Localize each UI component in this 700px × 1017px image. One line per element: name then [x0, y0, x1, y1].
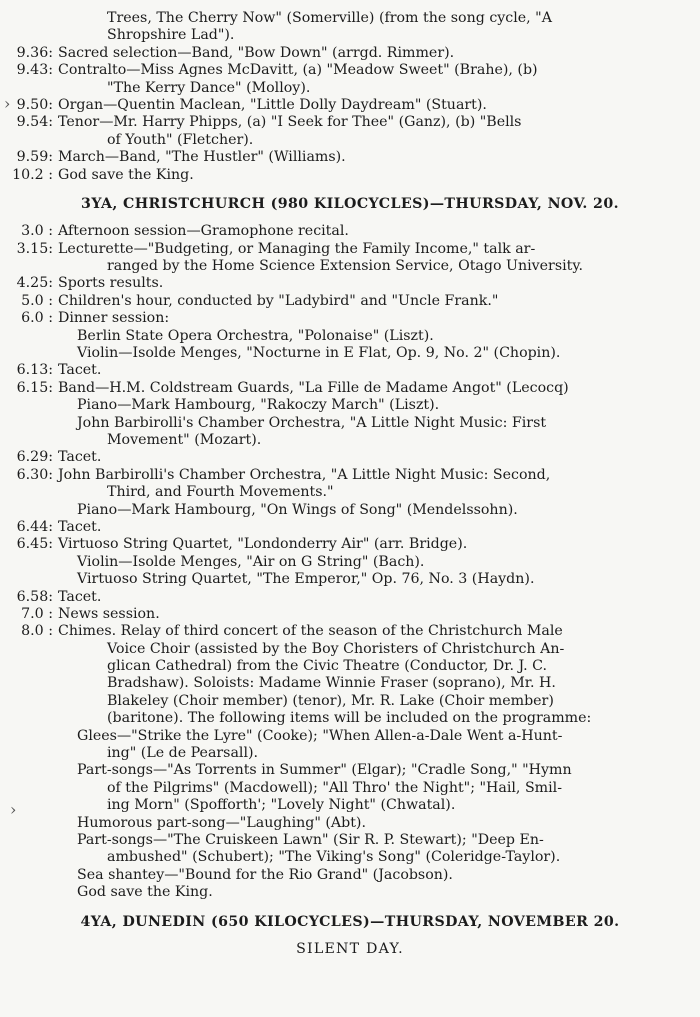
program-text: glican Cathedral) from the Civic Theatre (Conductor, Dr. J. C.	[107, 658, 547, 675]
program-text: Voice Choir (assisted by the Boy Choristers of Christchurch An-	[107, 640, 565, 657]
program-line	[0, 345, 700, 362]
time-label: 6.58:	[16, 588, 53, 605]
program-line	[0, 502, 700, 519]
program-text: Sea shantey—"Bound for the Rio Grand" (Jacobson).	[77, 866, 453, 883]
program-line	[0, 693, 700, 710]
program-line	[0, 132, 700, 149]
program-text: March—Band, "The Hustler" (Williams).	[58, 149, 346, 166]
program-text: Berlin State Opera Orchestra, "Polonaise" (Liszt).	[77, 327, 434, 344]
program-text: (baritone). The following items will be included on the programme:	[107, 710, 592, 727]
program-line	[0, 867, 700, 884]
heading-3ya: 3YA, CHRISTCHURCH (980 KILOCYCLES)—THURSDAY, NOV. 20.	[81, 195, 619, 212]
time-label: 6.15:	[16, 379, 53, 396]
program-line	[0, 10, 700, 27]
program-text: Part-songs—"As Torrents in Summer" (Elgar); "Cradle Song," "Hymn	[77, 762, 572, 779]
program-text: ranged by the Home Science Extension Service, Otago University.	[107, 258, 583, 275]
program-text: Sports results.	[58, 275, 164, 292]
program-text: John Barbirolli's Chamber Orchestra, "A Little Night Music: First	[77, 414, 547, 431]
program-text: God save the King.	[58, 166, 194, 183]
program-text: of Youth" (Fletcher).	[107, 131, 254, 148]
program-line	[0, 484, 700, 501]
time-label: 9.43:	[16, 62, 53, 79]
program-line	[0, 293, 700, 310]
program-line	[0, 45, 700, 62]
program-text: ing" (Le de Pearsall).	[107, 745, 259, 762]
program-line	[0, 606, 700, 623]
program-line	[0, 710, 700, 727]
program-text: Bradshaw). Soloists: Madame Winnie Fraser (soprano), Mr. H.	[107, 675, 556, 692]
program-text: Chimes. Relay of third concert of the season of the Christchurch Male	[58, 623, 563, 640]
program-text: God save the King.	[77, 884, 213, 901]
program-text: of the Pilgrims" (Macdowell); "All Thro' the Night"; "Hail, Smil-	[107, 779, 562, 796]
program-text: Tenor—Mr. Harry Phipps, (a) "I Seek for Thee" (Ganz), (b) "Bells	[58, 114, 522, 131]
program-text: Virtuoso String Quartet, "Londonderry Air" (arr. Bridge).	[58, 536, 468, 553]
program-text: Sacred selection—Band, "Bow Down" (arrgd. Rimmer).	[58, 44, 455, 61]
program-line	[0, 658, 700, 675]
program-line	[0, 223, 700, 240]
program-line	[0, 780, 700, 797]
program-text: John Barbirolli's Chamber Orchestra, "A Little Night Music: Second,	[58, 466, 551, 483]
program-text: Tacet.	[58, 518, 102, 535]
program-text: "The Kerry Dance" (Molloy).	[107, 79, 311, 96]
program-line	[0, 832, 700, 849]
program-text: Contralto—Miss Agnes McDavitt, (a) "Meadow Sweet" (Brahe), (b)	[58, 62, 538, 79]
program-text: Glees—"Strike the Lyre" (Cooke); "When Allen-a-Dale Went a-Hunt-	[77, 727, 563, 744]
time-label: 4.25:	[16, 275, 53, 292]
program-line	[0, 641, 700, 658]
program-text: Third, and Fourth Movements."	[107, 484, 334, 501]
program-text: Movement" (Mozart).	[107, 431, 262, 448]
silent-day-note: SILENT DAY.	[296, 940, 404, 957]
time-label: 5.0 :	[21, 292, 53, 309]
program-line	[0, 675, 700, 692]
time-label: 9.36:	[16, 44, 53, 61]
program-text: News session.	[58, 605, 160, 622]
program-text: Organ—Quentin Maclean, "Little Dolly Daydream" (Stuart).	[58, 96, 487, 113]
program-text: Violin—Isolde Menges, "Air on G String" (Bach).	[77, 553, 425, 570]
time-label: 3.0 :	[21, 223, 53, 240]
program-line	[0, 571, 700, 588]
time-label: 9.50:	[16, 96, 53, 113]
program-line	[0, 415, 700, 432]
time-label: 9.54:	[16, 114, 53, 131]
program-text: Piano—Mark Hambourg, "Rakoczy March" (Liszt).	[77, 397, 440, 414]
program-text: Band—H.M. Coldstream Guards, "La Fille de Madame Angot" (Lecocq)	[58, 379, 569, 396]
program-text: Humorous part-song—"Laughing" (Abt).	[77, 814, 366, 831]
program-text: Children's hour, conducted by "Ladybird" and "Uncle Frank."	[58, 292, 499, 309]
program-text: Lecturette—"Budgeting, or Managing the Family Income," talk ar-	[58, 240, 536, 257]
program-text: Violin—Isolde Menges, "Nocturne in E Flat, Op. 9, No. 2" (Chopin).	[77, 345, 561, 362]
program-line	[0, 536, 700, 553]
program-line	[0, 554, 700, 571]
program-text: Piano—Mark Hambourg, "On Wings of Song" (Mendelssohn).	[77, 501, 518, 518]
program-line	[0, 884, 700, 901]
time-label: 6.45:	[16, 536, 53, 553]
margin-mark: ›	[10, 800, 17, 819]
margin-mark: ›	[4, 94, 11, 113]
program-line	[0, 380, 700, 397]
program-text: Tacet.	[58, 588, 102, 605]
program-line	[0, 519, 700, 536]
program-text: Blakeley (Choir member) (tenor), Mr. R. Lake (Choir member)	[107, 692, 554, 709]
top-section	[0, 10, 700, 184]
program-line	[0, 362, 700, 379]
program-line	[0, 310, 700, 327]
time-label: 6.13:	[16, 362, 53, 379]
program-text: Virtuoso String Quartet, "The Emperor," Op. 76, No. 3 (Haydn).	[77, 571, 535, 588]
program-line	[0, 849, 700, 866]
program-line	[0, 432, 700, 449]
program-line	[0, 623, 700, 640]
heading-4ya: 4YA, DUNEDIN (650 KILOCYCLES)—THURSDAY, NOVEMBER 20.	[80, 913, 620, 930]
program-line	[0, 815, 700, 832]
program-line	[0, 745, 700, 762]
program-line	[0, 467, 700, 484]
time-label: 7.0 :	[21, 605, 53, 622]
program-text: ambushed" (Schubert); "The Viking's Song" (Coleridge-Taylor).	[107, 849, 561, 866]
program-line	[0, 149, 700, 166]
program-text: Dinner session:	[58, 310, 170, 327]
program-line	[0, 241, 700, 258]
time-label: 6.29:	[16, 449, 53, 466]
program-line	[0, 397, 700, 414]
program-text: ing Morn" (Spofforth'; "Lovely Night" (Chwatal).	[107, 797, 456, 814]
time-label: 6.44:	[16, 518, 53, 535]
program-line	[0, 328, 700, 345]
program-line	[0, 80, 700, 97]
time-label: 6.0 :	[21, 310, 53, 327]
program-line	[0, 797, 700, 814]
program-text: Tacet.	[58, 362, 102, 379]
program-text: Trees, The Cherry Now" (Somerville) (from the song cycle, "A	[107, 10, 552, 26]
program-line	[0, 62, 700, 79]
program-text: Afternoon session—Gramophone recital.	[58, 223, 349, 240]
program-line	[0, 258, 700, 275]
program-line	[0, 167, 700, 184]
program-line	[0, 589, 700, 606]
program-line	[0, 275, 700, 292]
time-label: 6.30:	[16, 466, 53, 483]
program-line	[0, 449, 700, 466]
document-page	[0, 10, 700, 958]
program-line	[0, 114, 700, 131]
time-label: 9.59:	[16, 149, 53, 166]
program-text: Part-songs—"The Cruiskeen Lawn" (Sir R. P. Stewart); "Deep En-	[77, 831, 544, 848]
time-label: 8.0 :	[21, 623, 53, 640]
time-label: 3.15:	[16, 240, 53, 257]
program-line	[0, 97, 700, 114]
program-text: Shropshire Lad").	[107, 27, 235, 44]
time-label: 10.2 :	[12, 166, 53, 183]
program-line	[0, 762, 700, 779]
program-line	[0, 27, 700, 44]
section-3ya	[0, 223, 700, 901]
program-text: Tacet.	[58, 449, 102, 466]
program-line	[0, 728, 700, 745]
